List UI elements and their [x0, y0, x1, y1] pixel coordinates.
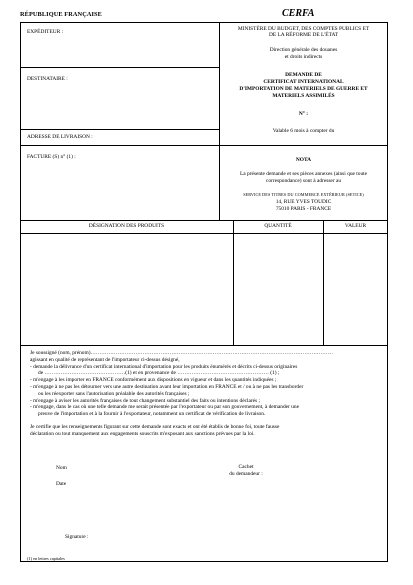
note-line-1: La présente demande et ses pièces annexes (ainsi que toute [239, 171, 368, 177]
declaration-block [30, 350, 382, 438]
signer-name-field[interactable]: Nom [56, 465, 67, 471]
validity-field[interactable]: Valable 6 mois à compter du [272, 128, 335, 134]
ministry-line-2: DE LA RÉFORME DE L'ÉTAT [268, 32, 339, 38]
request-title-4: MATERIELS ASSIMILÉS [272, 93, 335, 99]
request-title-2: CERTIFICAT INTERNATIONAL [263, 79, 344, 85]
declaration-line: ou les réexporter sans l'autorisation préalable des autorités françaises ; [38, 390, 190, 397]
ministry-line-1: MINISTÈRE DU BUDGET, DES COMPTES PUBLICS ET [237, 26, 370, 32]
note-line-2: correspondance) sont à adresser au [265, 178, 342, 184]
divider-delivery [20, 145, 388, 146]
divider-declaration [20, 345, 388, 346]
recipient-field[interactable]: DESTINATAIRE : [27, 76, 68, 82]
note-service: SERVICE DES TITRES DU COMMERCE EXTÉRIEUR (SETICE) [243, 192, 364, 197]
footnote: (1) en lettres capitales [27, 556, 65, 561]
note-title: NOTA [295, 157, 312, 163]
divider-table-header [20, 220, 388, 221]
request-title-3: D'IMPORTATION DE MATERIELS DE GUERRE ET [239, 86, 368, 92]
stamp-label-1: Cachet [238, 464, 254, 470]
declaration-line: - m'engage à aviser les autorités françaises de tout changement substantiel des faits ou intentions déclarés ; [30, 397, 260, 404]
declaration-line: - m'engage, dans le cas où une telle demande me serait présentée par l'exportateur ou par son gouvernement, à demander une [30, 404, 299, 411]
certification-line: Je certifie que les renseignements figurant sur cette demande sont exacts et ont été établis de bonne foi, toute fausse [30, 423, 280, 430]
request-number-field[interactable]: N° : [298, 111, 309, 117]
declaration-line: agissant en qualité de représentant de l'importateur ci-dessus désigné, [30, 356, 180, 363]
declaration-line: - m'engage à les importer en FRANCE conformément aux dispositions en vigueur et dans les quantités indiquées ; [30, 377, 277, 384]
col-header-quantity: QUANTITÉ [264, 223, 292, 229]
table-col-divider-2 [323, 220, 324, 345]
form-frame [20, 22, 388, 562]
divider-table-colheads [20, 233, 388, 234]
col-header-designation: DÉSIGNATION DES PRODUITS [88, 223, 165, 229]
header-form-title: CERFA [282, 8, 315, 19]
department-line-1: Direction générale des douanes [269, 47, 338, 53]
invoice-number-field[interactable]: FACTURE (S) n° (1) : [27, 154, 76, 160]
col-header-value: VALEUR [344, 223, 367, 229]
delivery-address-field[interactable]: ADRESSE DE LIVRAISON : [27, 134, 93, 140]
declaration-origin-line[interactable]: de ………………………………………(1) et en provenance de …………………………………………… (1) ; [38, 370, 280, 377]
department-line-2: et droits indirects [284, 54, 323, 60]
declaration-line: preuve de l'importation et à la fournir à l'exportateur, notamment un certificat de vérification de livraison. [38, 411, 266, 418]
note-address: 14, RUE YVES TOUDIC [275, 199, 332, 205]
stamp-label-2[interactable]: du demandeur : [229, 471, 263, 477]
header-country: RÉPUBLIQUE FRANÇAISE [20, 11, 102, 18]
declaration-line: - m'engage à ne pas les détourner vers une autre destination avant leur importation en FRANCE et / ou à ne pas les transborder [30, 383, 304, 390]
request-title-1: DEMANDE DE [285, 72, 322, 78]
declaration-line: - demande la délivrance d'un certificat international d'importation pour les produits énumérés et décrits ci-dessus originaires [30, 363, 298, 370]
declaration-name-line[interactable]: Je soussigné (nom, prénom)……………………………………………………………………………………………………………………… [30, 350, 334, 356]
table-col-divider-1 [233, 220, 234, 345]
signature-date-field[interactable]: Date [56, 481, 67, 487]
signature-field[interactable]: Signature : [65, 534, 89, 540]
certification-line: déclaration ou tout manquement aux engagements souscrits m'exposant aux sanctions prévues par la loi. [30, 430, 255, 437]
divider-recipient [20, 129, 219, 130]
note-city: 75010 PARIS - FRANCE [275, 206, 332, 212]
divider-sender [20, 67, 219, 68]
sender-field[interactable]: EXPÉDITEUR : [27, 29, 64, 35]
